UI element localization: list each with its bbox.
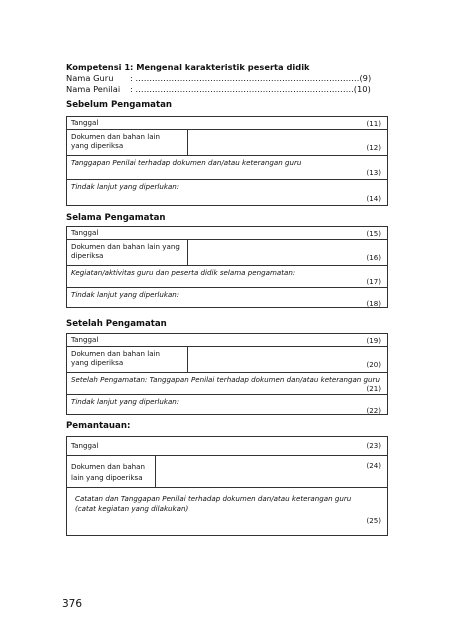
row-label-line1: Catatan dan Tanggapan Penilai terhadap dokumen dan/atau keterangan guru (75, 494, 352, 503)
table-row (67, 287, 387, 309)
teacher-name-value: : ………………………………………………………………………(9) (130, 73, 372, 83)
row-number: (25) (366, 516, 381, 525)
competency-key: Kompetensi 1 (66, 62, 131, 72)
assessor-name-key: Nama Penilai (66, 84, 121, 94)
section-title-after: Setelah Pengamatan (66, 319, 167, 329)
row-label: Tanggal (71, 118, 99, 127)
row-label: Tanggal (71, 335, 99, 344)
row-label-line2: lain yang dipoeriksa (71, 473, 143, 482)
table-row (67, 179, 387, 207)
table-row (67, 334, 387, 346)
table-row (67, 265, 387, 287)
row-label-line1: Dokumen dan bahan lain (71, 132, 161, 141)
teacher-name-key: Nama Guru (66, 73, 114, 83)
row-label: Kegiatan/aktivitas guru dan peserta didik selama pengamatan: (71, 268, 296, 277)
row-number: (16) (366, 253, 381, 262)
row-label: Tindak lanjut yang diperlukan: (71, 397, 180, 406)
row-label-line2: yang diperiksa (71, 141, 124, 150)
row-number: (15) (366, 228, 381, 238)
row-number: (21) (366, 384, 381, 393)
row-number: (12) (366, 143, 381, 152)
row-label-line1: Dokumen dan bahan lain yang (71, 242, 180, 251)
table-row (67, 437, 387, 455)
teacher-name-line (66, 73, 371, 83)
assessor-name-value: : …………………………………………………………………….(10) (130, 84, 371, 94)
table-row (67, 239, 387, 265)
row-label: Tindak lanjut yang diperlukan: (71, 290, 180, 299)
row-label: Tanggapan Penilai terhadap dokumen dan/atau keterangan guru (71, 158, 302, 167)
table-row (67, 155, 387, 179)
row-label: Tanggal (71, 228, 99, 237)
row-number: (18) (366, 299, 381, 308)
competency-line (66, 62, 310, 72)
row-number: (13) (366, 168, 381, 177)
row-label-line1: Dokumen dan bahan lain (71, 349, 161, 358)
row-number: (23) (366, 441, 381, 450)
section-title-during: Selama Pengamatan (66, 213, 166, 223)
row-number: (11) (366, 118, 381, 128)
table-row (67, 117, 387, 129)
table-row (67, 129, 387, 155)
row-label-line1: Dokumen dan bahan (71, 462, 146, 471)
table-after-observation (66, 333, 388, 415)
row-label: Setelah Pengamatan: Tanggapan Penilai terhadap dokumen dan/atau keterangan guru (71, 375, 380, 384)
row-number: (19) (366, 335, 381, 345)
section-title-before: Sebelum Pengamatan (66, 100, 172, 110)
table-row (67, 372, 387, 394)
table-during-observation (66, 226, 388, 308)
table-before-observation (66, 116, 388, 206)
table-row (67, 227, 387, 239)
row-number: (17) (366, 277, 381, 286)
row-label-line2: diperiksa (71, 251, 104, 260)
row-label: Tanggal (71, 441, 99, 450)
row-number: (20) (366, 360, 381, 369)
table-row (67, 394, 387, 416)
competency-value: : Mengenal karakteristik peserta didik (130, 62, 310, 72)
assessor-name-line (66, 84, 371, 94)
row-number: (14) (366, 194, 381, 203)
row-label: Tindak lanjut yang diperlukan: (71, 182, 180, 191)
row-label-line2: yang diperiksa (71, 358, 124, 367)
row-label-line2: (catat kegiatan yang dilakukan) (75, 504, 189, 513)
section-title-monitoring: Pemantauan: (66, 421, 131, 431)
table-row (67, 487, 387, 537)
page-number: 376 (62, 598, 83, 610)
table-row (67, 455, 387, 487)
row-number: (24) (366, 461, 381, 470)
table-monitoring (66, 436, 388, 536)
table-row (67, 346, 387, 372)
row-number: (22) (366, 406, 381, 415)
